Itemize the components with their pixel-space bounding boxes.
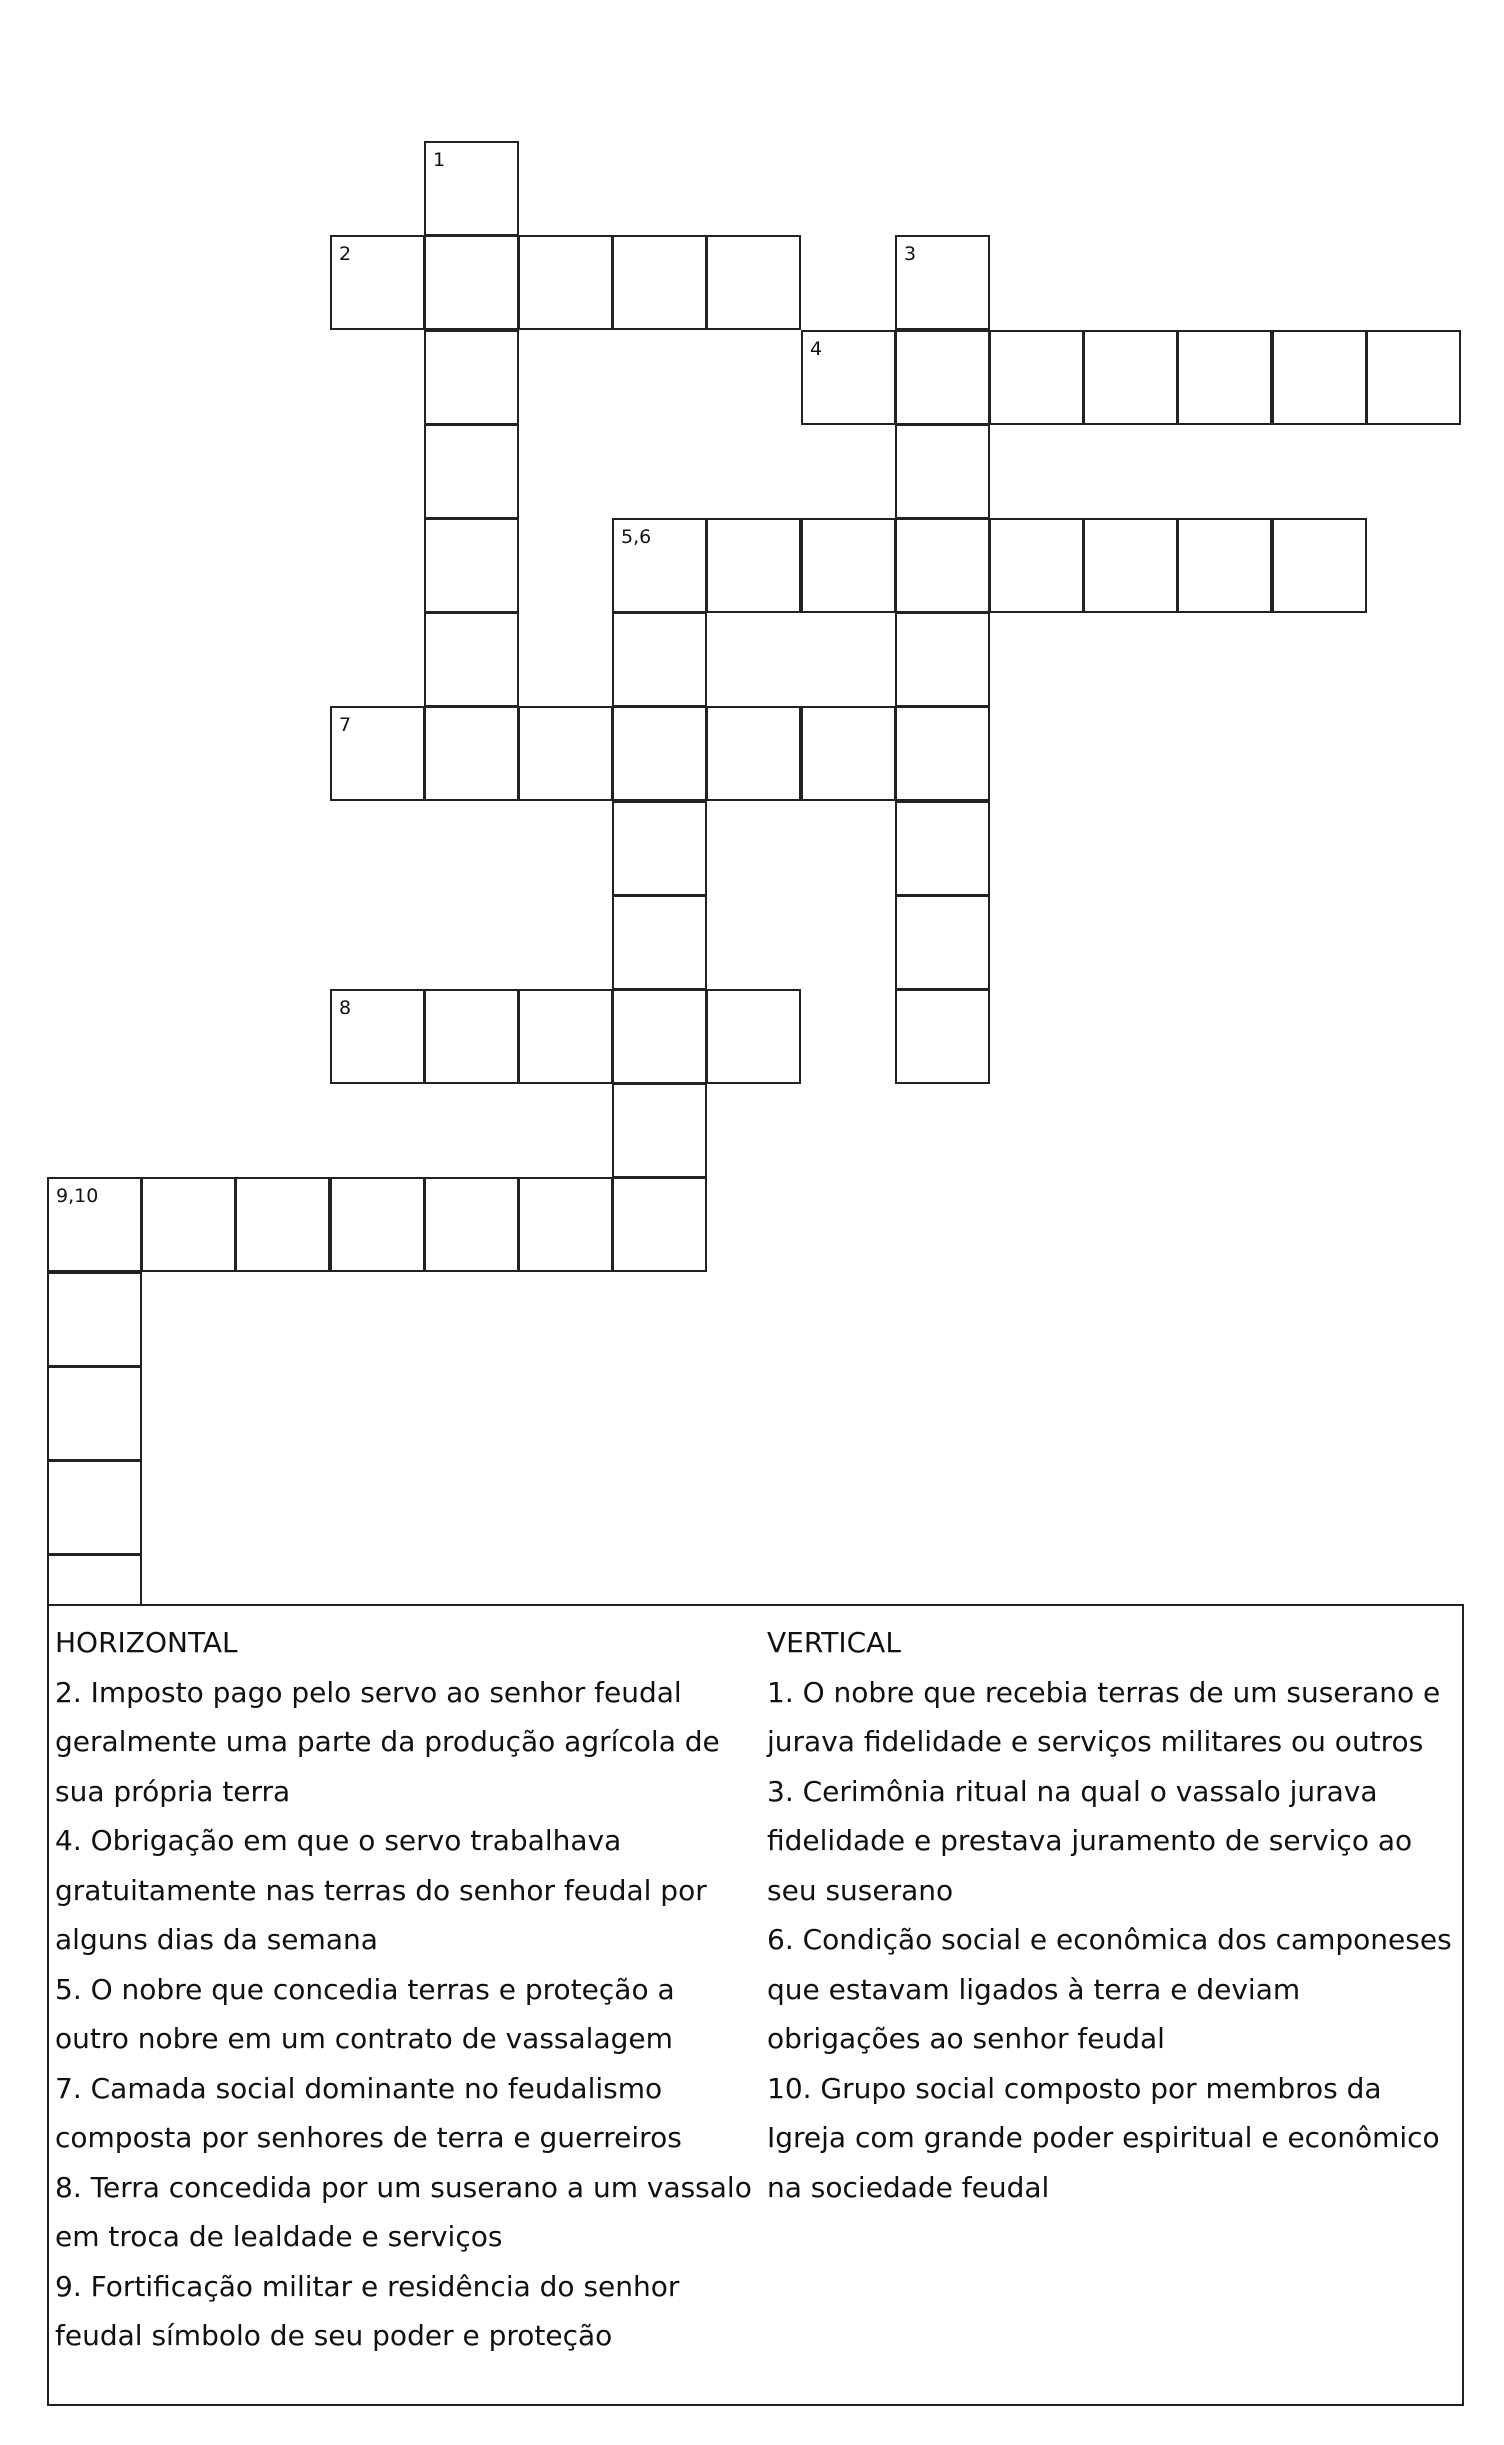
grid-cell[interactable] xyxy=(424,424,519,519)
grid-cell[interactable] xyxy=(424,235,519,330)
grid-cell[interactable] xyxy=(1366,330,1461,425)
grid-cell[interactable] xyxy=(895,989,990,1084)
grid-cell[interactable] xyxy=(1177,518,1272,613)
grid-cell[interactable] xyxy=(47,1366,142,1461)
grid-cell[interactable] xyxy=(612,895,707,990)
grid-cell[interactable] xyxy=(235,1177,330,1272)
grid-cell[interactable] xyxy=(895,706,990,801)
grid-cell[interactable] xyxy=(801,706,896,801)
grid-cell[interactable] xyxy=(47,1272,142,1367)
clues-box xyxy=(47,1604,1464,2406)
grid-cell[interactable] xyxy=(612,518,707,613)
grid-cell[interactable] xyxy=(424,330,519,425)
clue-vertical-10: 10. Grupo social composto por membros da Igreja com grande poder espiritual e econômico na sociedade feudal xyxy=(767,2071,1440,2204)
grid-cell[interactable] xyxy=(895,518,990,613)
horizontal-clues xyxy=(55,1618,755,2361)
grid-cell[interactable] xyxy=(424,1177,519,1272)
clue-horizontal-2: 2. Imposto pago pelo servo ao senhor feudal geralmente uma parte da produção agrícola de sua própria terra xyxy=(55,1675,720,1808)
grid-cell[interactable] xyxy=(1083,518,1178,613)
grid-cell[interactable] xyxy=(1272,330,1367,425)
clue-vertical-6: 6. Condição social e econômica dos camponeses que estavam ligados à terra e deviam obrigações ao senhor feudal xyxy=(767,1923,1452,2055)
cell-number: 4 xyxy=(810,338,823,360)
clue-horizontal-8: 8. Terra concedida por um suserano a um vassalo em troca de lealdade e serviços xyxy=(55,2170,752,2253)
grid-cell[interactable] xyxy=(330,989,425,1084)
grid-cell[interactable] xyxy=(706,235,801,330)
grid-cell[interactable] xyxy=(612,235,707,330)
cell-number: 3 xyxy=(904,243,917,265)
cell-number: 8 xyxy=(339,997,352,1019)
grid-cell[interactable] xyxy=(424,141,519,236)
grid-cell[interactable] xyxy=(330,1177,425,1272)
clue-vertical-3: 3. Cerimônia ritual na qual o vassalo jurava fidelidade e prestava juramento de serviço ao seu suserano xyxy=(767,1774,1413,1907)
grid-cell[interactable] xyxy=(330,706,425,801)
cell-number: 1 xyxy=(433,149,446,171)
grid-cell[interactable] xyxy=(801,518,896,613)
grid-cell[interactable] xyxy=(801,330,896,425)
horizontal-title: HORIZONTAL xyxy=(55,1626,238,1659)
grid-cell[interactable] xyxy=(706,706,801,801)
grid-cell[interactable] xyxy=(1177,330,1272,425)
grid-cell[interactable] xyxy=(330,235,425,330)
clue-horizontal-5: 5. O nobre que concedia terras e proteção a outro nobre em um contrato de vassalagem xyxy=(55,1972,675,2055)
grid-cell[interactable] xyxy=(518,989,613,1084)
grid-cell[interactable] xyxy=(141,1177,236,1272)
grid-cell[interactable] xyxy=(47,1460,142,1555)
cell-number: 2 xyxy=(339,243,352,265)
grid-cell[interactable] xyxy=(1272,518,1367,613)
vertical-title: VERTICAL xyxy=(767,1626,901,1659)
grid-cell[interactable] xyxy=(424,706,519,801)
grid-cell[interactable] xyxy=(612,706,707,801)
grid-cell[interactable] xyxy=(895,235,990,330)
cell-number: 9,10 xyxy=(56,1185,99,1207)
grid-cell[interactable] xyxy=(989,518,1084,613)
grid-cell[interactable] xyxy=(895,612,990,707)
grid-cell[interactable] xyxy=(612,801,707,896)
grid-cell[interactable] xyxy=(706,518,801,613)
clue-horizontal-7: 7. Camada social dominante no feudalismo composta por senhores de terra e guerreiros xyxy=(55,2071,682,2154)
clue-horizontal-9: 9. Fortificação militar e residência do senhor feudal símbolo de seu poder e proteção xyxy=(55,2269,680,2352)
grid-cell[interactable] xyxy=(895,801,990,896)
cell-number: 5,6 xyxy=(621,526,652,548)
grid-cell[interactable] xyxy=(518,235,613,330)
grid-cell[interactable] xyxy=(989,330,1084,425)
grid-cell[interactable] xyxy=(518,706,613,801)
grid-cell[interactable] xyxy=(706,989,801,1084)
grid-cell[interactable] xyxy=(895,895,990,990)
grid-cell[interactable] xyxy=(612,1083,707,1178)
grid-cell[interactable] xyxy=(1083,330,1178,425)
grid-cell[interactable] xyxy=(424,989,519,1084)
grid-cell[interactable] xyxy=(47,1177,142,1272)
grid-cell[interactable] xyxy=(424,612,519,707)
grid-cell[interactable] xyxy=(612,989,707,1084)
grid-cell[interactable] xyxy=(895,330,990,425)
clue-horizontal-4: 4. Obrigação em que o servo trabalhava gratuitamente nas terras do senhor feudal por alguns dias da semana xyxy=(55,1824,707,1956)
cell-number: 7 xyxy=(339,714,352,736)
grid-cell[interactable] xyxy=(518,1177,613,1272)
clue-vertical-1: 1. O nobre que recebia terras de um suserano e jurava fidelidade e serviços militares ou outros xyxy=(767,1675,1441,1758)
grid-cell[interactable] xyxy=(612,612,707,707)
grid-cell[interactable] xyxy=(424,518,519,613)
grid-cell[interactable] xyxy=(895,424,990,519)
vertical-clues xyxy=(767,1618,1457,2212)
grid-cell[interactable] xyxy=(612,1177,707,1272)
